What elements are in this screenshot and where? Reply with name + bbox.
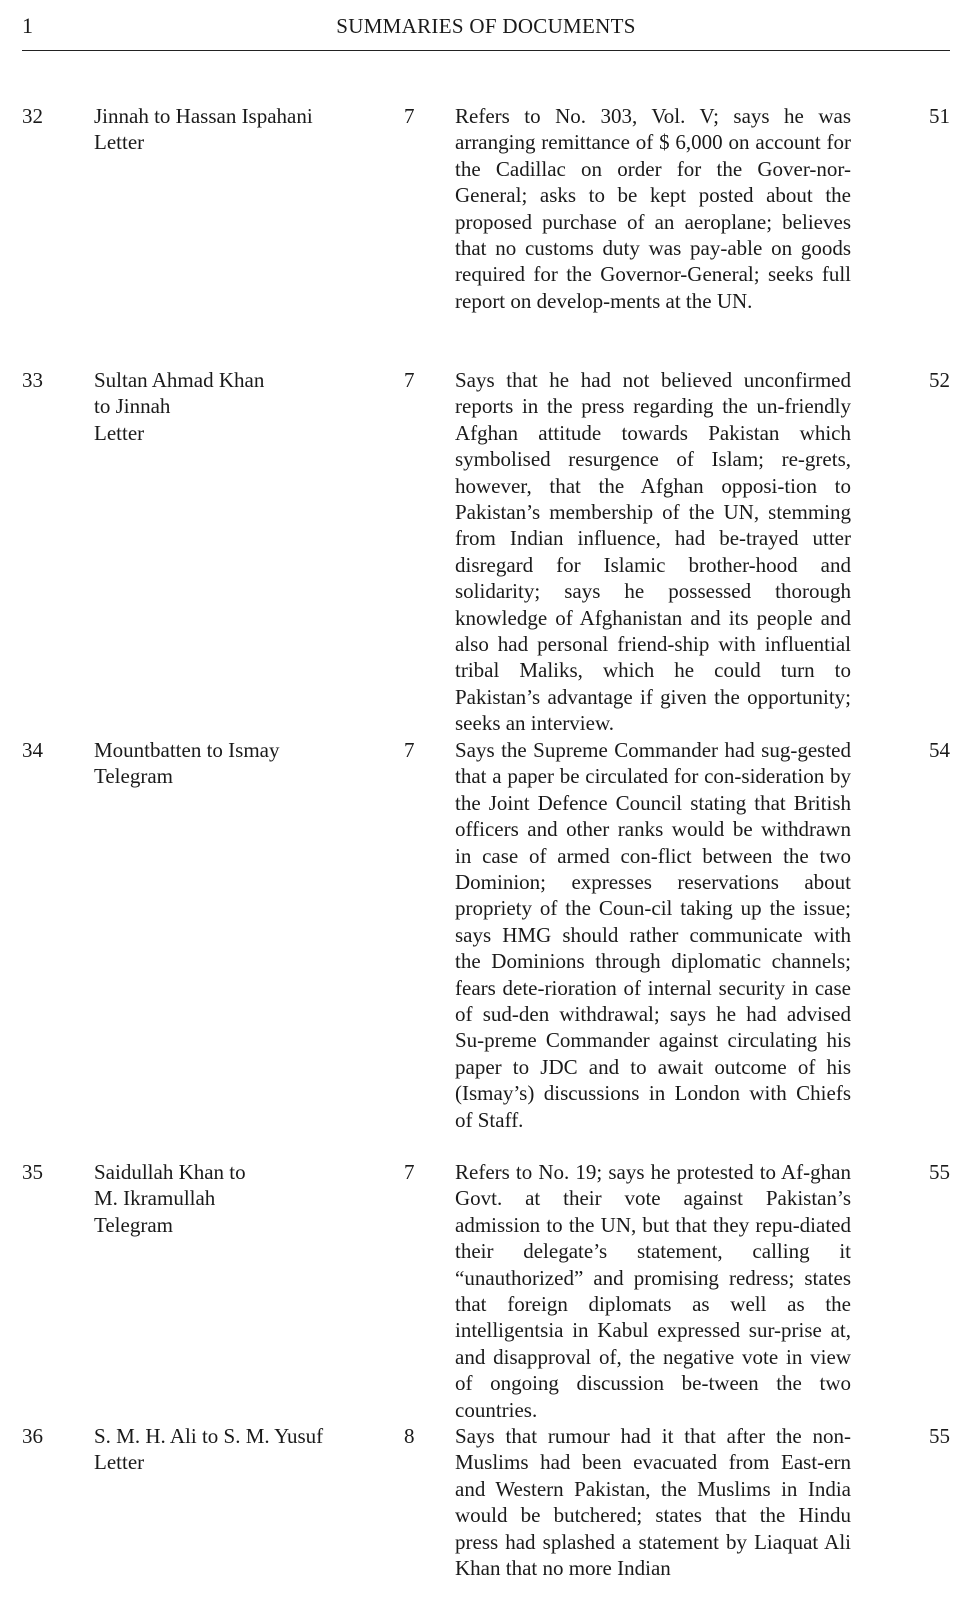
document-title [94,103,394,156]
document-date: 7 [404,368,415,392]
document-title-line: Telegram [94,764,173,789]
document-date: 8 [404,1424,415,1449]
summary-entry [0,737,968,1159]
document-summary: Says that he had not believed unconfirmed reports in the press regarding the un-friendly Afghan attitude towards Pakistan which symbolised resurgence of Islam; re-grets, however, that the Afghan opposi-tion to Pakistan’s membership of the UN, stemming from Indian influence, had be-trayed utter disregard for Islamic brother-hood and solidarity; says he possessed thorough knowledge of Afghanistan and its people and also had personal friend-ship with influential tribal Maliks, which he could turn to Pakistan’s advantage if given the opportunity; seeks an interview. [455,368,851,736]
document-page-ref: 51 [929,104,950,128]
document-summary-list [0,103,968,1582]
document-title [94,1159,394,1238]
document-title [94,367,394,446]
document-title-line: Letter [94,1450,145,1475]
document-summary: Refers to No. 19; says he protested to Af-ghan Govt. at their vote against Pakistan’s admission to the UN, but that they repu-diated their delegate’s statement, calling it “unauthorized” and promising redress; states that foreign diplomats as well as the intelligentsia in Kabul expressed sur-prise at, and disapproval of, the negative vote in view of ongoing discussion be-tween the two countries. [455,1160,851,1422]
document-title-line: Telegram [94,1212,173,1237]
header-rule [22,50,950,51]
document-date: 7 [404,104,415,128]
document-title-line: Letter [94,420,145,445]
document-number: 34 [22,738,43,762]
document-number: 35 [22,1160,43,1184]
running-title: SUMMARIES OF DOCUMENTS [336,14,636,38]
document-date: 7 [404,1160,415,1184]
document-title-line: to Jinnah [94,394,171,419]
document-summary: Says that rumour had it that after the non-Muslims had been evacuated from East-ern and Western Pakistan, the Muslims in India would be butchered; states that the Hindu press had splashed a statement by Liaquat Ali Khan that no more Indian [455,1424,851,1581]
document-page-ref: 55 [929,1424,950,1449]
document-title [94,1423,394,1476]
document-title [94,737,394,790]
document-title-line: Jinnah to Hassan Ispahani [94,104,313,128]
document-title-line: Letter [94,130,145,155]
document-date: 7 [404,738,415,762]
summary-entry [0,103,968,367]
summary-entry [0,1159,968,1423]
document-title-line: M. Ikramullah [94,1186,216,1211]
page-header [22,12,950,46]
document-title-line: Mountbatten to Ismay [94,738,280,762]
document-number: 36 [22,1424,43,1449]
document-number: 32 [22,104,43,128]
document-summary: Says the Supreme Commander had sug-gested that a paper be circulated for con-sideration by the Joint Defence Council stating that British officers and other ranks would be withdrawn in case of armed con-flict between the two Dominion; expresses reservations about propriety of the Coun-cil taking up the issue; says HMG should rather communicate with the Dominions through diplomatic channels; fears dete-rioration of internal security in case of sud-den withdrawal; says he had advised Su-preme Commander against circulating his paper to JDC and to await outcome of his (Ismay’s) discussions in London with Chiefs of Staff. [455,738,851,1132]
page-number: 1 [22,13,33,38]
document-title-line: S. M. H. Ali to S. M. Yusuf [94,1424,324,1449]
document-page-ref: 52 [929,368,950,392]
summary-entry [0,1423,968,1581]
document-title-line: Saidullah Khan to [94,1160,246,1184]
document-page-ref: 55 [929,1160,950,1184]
document-title-line: Sultan Ahmad Khan [94,368,265,392]
document-number: 33 [22,368,43,392]
document-summary: Refers to No. 303, Vol. V; says he was arranging remittance of $ 6,000 on account for the Cadillac on order for the Gover-nor-General; asks to be kept posted about the proposed purchase of an aeroplane; believes that no customs duty was pay-able on goods required for the Governor-General; seeks full report on develop-ments at the UN. [455,104,851,313]
summary-entry [0,367,968,737]
document-page-ref: 54 [929,738,950,762]
